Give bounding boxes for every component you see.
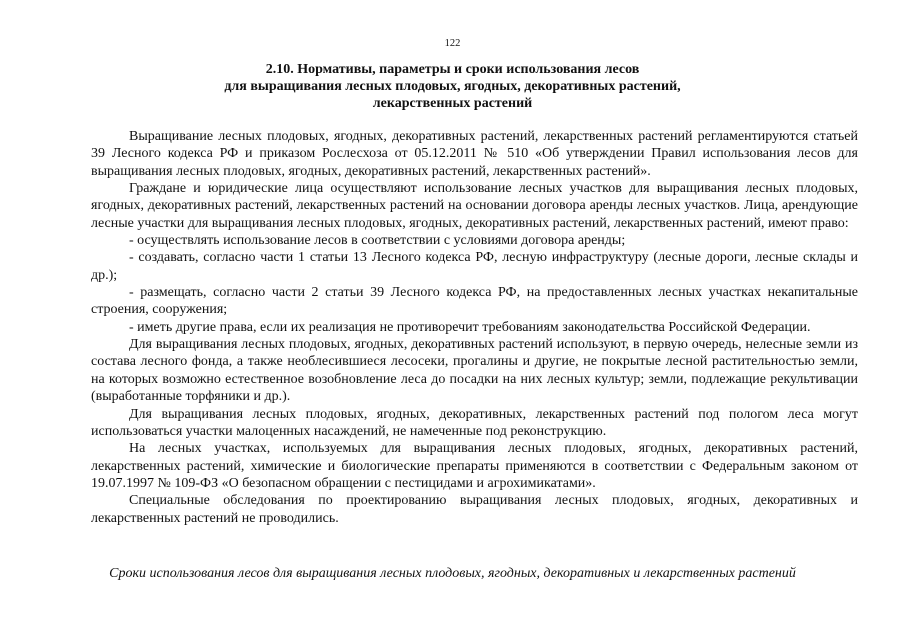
paragraph-surveys: Специальные обследования по проектированию выращивания лесных плодовых, ягодных, декоративных и лекарственных растений не проводились.	[91, 493, 858, 526]
heading-line-1: 2.10. Нормативы, параметры и сроки использования лесов	[265, 62, 640, 77]
heading-line-3: лекарственных растений	[372, 96, 533, 111]
body-text	[91, 128, 858, 527]
paragraph-chemicals: На лесных участках, используемых для выращивания лесных плодовых, ягодных, декоративных растений, лекарственных растений, химические и биологические препараты применяются в соответствии с Федеральным законом от 19.07.1997 № 109-ФЗ «О безопасном обращении с пестицидами и агрохимикатами».	[91, 441, 858, 491]
paragraph-regulation: Выращивание лесных плодовых, ягодных, декоративных растений, лекарственных растений регламентируются статьей 39 Лесного кодекса РФ и приказом Рослесхоза от 05.12.2011 № 510 «Об утверждении Правил использования лесов для выращивания лесных плодовых, ягодных, декоративных растений, лекарственных растений».	[91, 129, 858, 179]
table-caption: Сроки использования лесов для выращивания лесных плодовых, ягодных, декоративных и лекарственных растений	[109, 566, 796, 581]
list-item-use-forest: - осуществлять использование лесов в соответствии с условиями договора аренды;	[129, 233, 626, 249]
heading-line-2: для выращивания лесных плодовых, ягодных, декоративных растений,	[224, 79, 681, 94]
paragraph-land-use: Для выращивания лесных плодовых, ягодных, декоративных растений используют, в первую очередь, нелесные земли из состава лесного фонда, а также необлесившиеся лесосеки, прогалины и другие, не покрытые лесной растительностью земли, на которых возможно естественное возобновление леса до посадки на них лесных культур; земли, подлежащие рекультивации (выработанные торфяники и др.).	[91, 337, 858, 405]
paragraph-under-canopy: Для выращивания лесных плодовых, ягодных, декоративных, лекарственных растений под пологом леса могут использоваться участки малоценных насаждений, не намеченные под реконструкцию.	[91, 406, 858, 439]
paragraph-lease-basis: Граждане и юридические лица осуществляют использование лесных участков для выращивания лесных плодовых, ягодных, декоративных растений, лекарственных растений на основании договора аренды лесных участков. Лица, арендующие лесные участки для выращивания лесных плодовых, ягодных, декоративных растений, лекарственных растений, имеют право:	[91, 181, 858, 231]
section-heading	[0, 61, 905, 112]
list-item-other-rights: - иметь другие права, если их реализация не противоречит требованиям законодательства Российской Федерации.	[129, 319, 811, 335]
list-item-infrastructure: - создавать, согласно части 1 статьи 13 Лесного кодекса РФ, лесную инфраструктуру (лесные дороги, лесные склады и др.);	[91, 250, 858, 283]
page-number: 122	[444, 38, 461, 49]
list-item-structures: - размещать, согласно части 2 статьи 39 Лесного кодекса РФ, на предоставленных лесных участках некапитальные строения, сооружения;	[91, 285, 858, 318]
